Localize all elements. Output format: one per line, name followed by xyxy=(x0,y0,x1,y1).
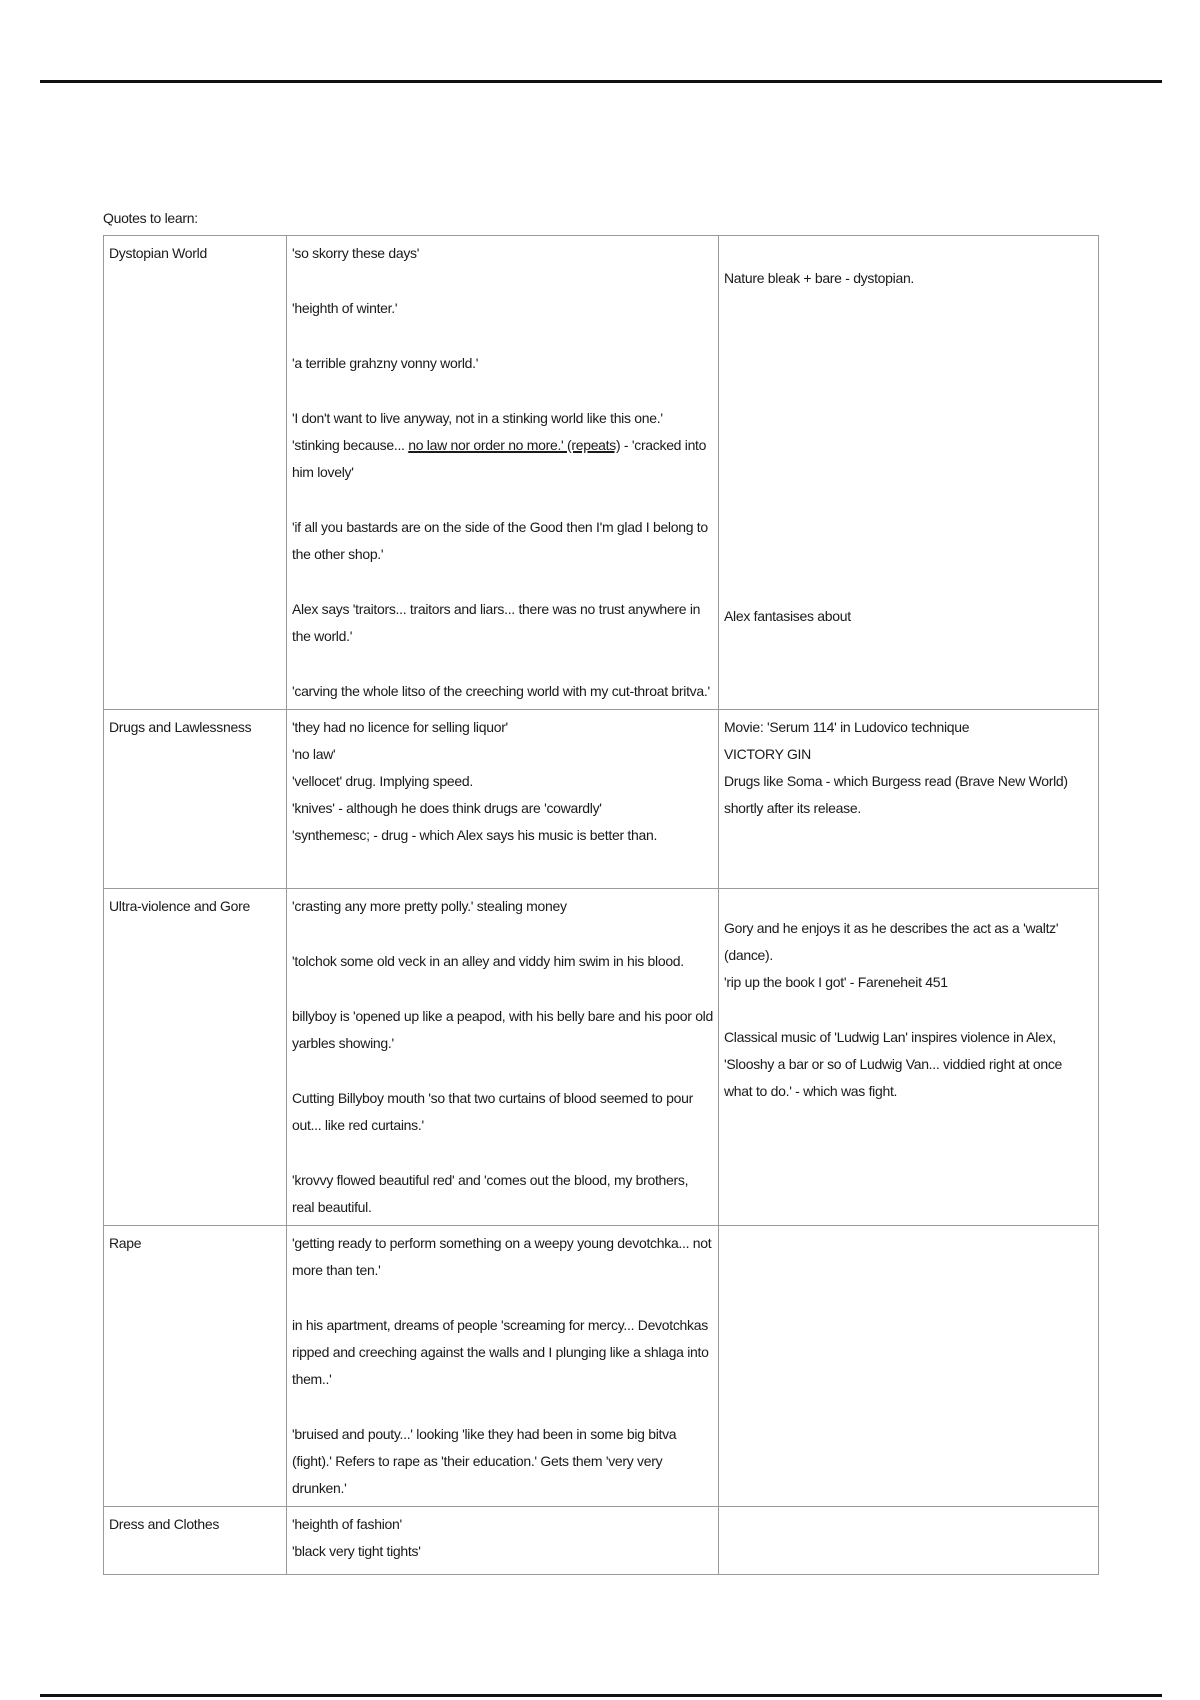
quote-line: 'if all you bastards are on the side of the Good then I'm glad I belong to the other shop.' xyxy=(292,519,708,562)
quotes-table xyxy=(103,235,1099,1575)
quote-line: Alex says 'traitors... traitors and liars... there was no trust anywhere in the world.' xyxy=(292,601,701,644)
theme-label: Ultra-violence and Gore xyxy=(109,898,250,914)
theme-label: Rape xyxy=(109,1235,142,1251)
quote-line: 'tolchok some old veck in an alley and viddy him swim in his blood. xyxy=(292,953,684,969)
quote-text: 'I don't want to live anyway, not in a stinking world like this one.' 'stinking because... xyxy=(292,410,663,453)
table-row xyxy=(104,236,1099,710)
table-row xyxy=(104,1226,1099,1507)
theme-label: Dress and Clothes xyxy=(109,1516,220,1532)
notes-cell xyxy=(719,1507,1099,1575)
page-heading: Quotes to learn: xyxy=(103,210,198,226)
quotes-cell xyxy=(287,889,719,1226)
quote-text: - 'cracked into him lovely' xyxy=(292,437,707,480)
quote-line: 'heighth of fashion' xyxy=(292,1516,402,1532)
theme-cell xyxy=(104,1226,287,1507)
quote-line: 'vellocet' drug. Implying speed. xyxy=(292,773,473,789)
quotes-cell xyxy=(287,1226,719,1507)
theme-cell xyxy=(104,710,287,889)
quote-line: in his apartment, dreams of people 'screaming for mercy... Devotchkas ripped and creeching against the walls and I plunging like a shlaga into them..' xyxy=(292,1317,709,1387)
quote-line: 'crasting any more pretty polly.' stealing money xyxy=(292,898,567,914)
quote-line: 'getting ready to perform something on a weepy young devotchka... not more than ten.' xyxy=(292,1235,712,1278)
quote-line: 'a terrible grahzny vonny world.' xyxy=(292,355,479,371)
quote-line: 'no law' xyxy=(292,746,336,762)
notes-cell xyxy=(719,236,1099,710)
quote-line: 'so skorry these days' xyxy=(292,245,420,261)
quote-line: 'krovvy flowed beautiful red' and 'comes out the blood, my brothers, real beautiful. xyxy=(292,1172,689,1215)
quote-line xyxy=(292,405,713,486)
quote-line: Cutting Billyboy mouth 'so that two curtains of blood seemed to pour out... like red curtains.' xyxy=(292,1090,693,1133)
quote-line: billyboy is 'opened up like a peapod, with his belly bare and his poor old yarbles showing.' xyxy=(292,1008,713,1051)
quote-line: 'carving the whole litso of the creeching world with my cut-throat britva.' xyxy=(292,683,710,699)
notes-cell xyxy=(719,710,1099,889)
note-line: Nature bleak + bare - dystopian. xyxy=(724,270,915,286)
note-line: 'rip up the book I got' - Fareneheit 451 xyxy=(724,974,948,990)
quote-line: 'bruised and pouty...' looking 'like they had been in some big bitva (fight).' Refers to rape as 'their education.' Gets them 'very very drunken.' xyxy=(292,1426,677,1496)
quotes-cell xyxy=(287,710,719,889)
quote-line: 'black very tight tights' xyxy=(292,1543,421,1559)
quote-line: 'knives' - although he does think drugs are 'cowardly' xyxy=(292,800,602,816)
quotes-cell xyxy=(287,1507,719,1575)
note-line: Gory and he enjoys it as he describes the act as a 'waltz' (dance). xyxy=(724,920,1059,963)
theme-cell xyxy=(104,889,287,1226)
notes-cell xyxy=(719,1226,1099,1507)
table-row xyxy=(104,889,1099,1226)
table-row xyxy=(104,710,1099,889)
note-line: Movie: 'Serum 114' in Ludovico technique xyxy=(724,719,970,735)
note-line: Alex fantasises about xyxy=(724,608,851,624)
header-rule xyxy=(40,80,1162,83)
theme-cell xyxy=(104,1507,287,1575)
quote-line: 'synthemesc; - drug - which Alex says his music is better than. xyxy=(292,827,658,843)
quote-line: 'they had no licence for selling liquor' xyxy=(292,719,508,735)
note-line: VICTORY GIN xyxy=(724,746,811,762)
quotes-cell xyxy=(287,236,719,710)
notes-cell xyxy=(719,889,1099,1226)
footer-rule xyxy=(40,1694,1162,1697)
table-row xyxy=(104,1507,1099,1575)
theme-cell xyxy=(104,236,287,710)
note-line: Drugs like Soma - which Burgess read (Brave New World) shortly after its release. xyxy=(724,773,1068,816)
theme-label: Drugs and Lawlessness xyxy=(109,719,252,735)
underlined-quote: no law nor order no more.' (repeats) xyxy=(408,437,621,453)
quote-line: 'heighth of winter.' xyxy=(292,300,398,316)
note-line: Classical music of 'Ludwig Lan' inspires violence in Alex, 'Slooshy a bar or so of Ludwig Van... viddied right at once what to do.' - which was fight. xyxy=(724,1029,1063,1099)
theme-label: Dystopian World xyxy=(109,245,207,261)
